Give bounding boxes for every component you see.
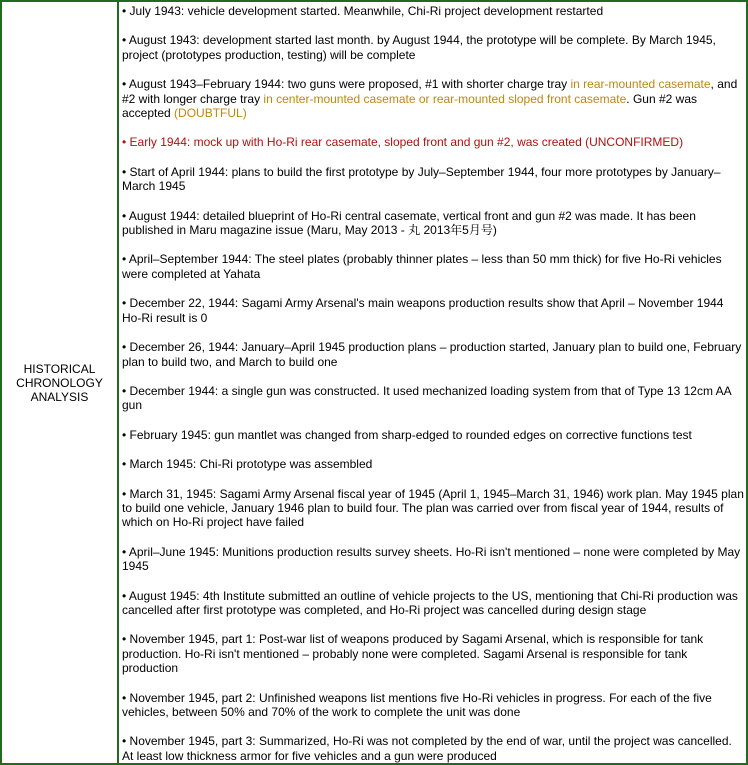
chronology-entry: • April–September 1944: The steel plates (probably thinner plates – less than 50 mm thick) for five Ho-Ri vehicles were completed at Yahata bbox=[122, 252, 722, 281]
chronology-entry: • November 1945, part 3: Summarized, Ho-Ri was not completed by the end of war, until the project was cancelled. At least low thickness armor for five vehicles and a gun were produced bbox=[122, 734, 732, 763]
highlighted-text: in center-mounted casemate or rear-mounted sloped front casemate bbox=[263, 91, 627, 106]
chronology-entry: • November 1945, part 2: Unfinished weapons list mentions five Ho-Ri vehicles in progress. For each of the five vehicles, between 50% and 70% of the work to complete the unit was done bbox=[122, 690, 712, 719]
chronology-entry bbox=[122, 77, 744, 120]
entry-text: • August 1943–February 1944: two guns were proposed, #1 with shorter charge tray bbox=[122, 77, 571, 92]
chronology-entry: • August 1944: detailed blueprint of Ho-Ri central casemate, vertical front and gun #2 was made. It has been published in Maru magazine issue (Maru, May 2013 - 丸 2013年5月号) bbox=[122, 208, 696, 238]
chronology-entry: • April–June 1945: Munitions production results survey sheets. Ho-Ri isn't mentioned – none were completed by May 1945 bbox=[122, 544, 741, 574]
highlighted-text: in rear-mounted casemate bbox=[570, 77, 711, 92]
chronology-entry: • March 31, 1945: Sagami Army Arsenal fiscal year of 1945 (April 1, 1945–March 31, 1946) work plan. May 1945 plan to build one vehicle, January 1946 plan to build four. The plan was carried over from fiscal year of 1944, results of which on Ho-Ri project have failed bbox=[122, 486, 744, 530]
section-label: HISTORICAL CHRONOLOGY ANALYSIS bbox=[1, 1, 118, 764]
chronology-entry: • December 26, 1944: January–April 1945 production plans – production started, January plan to build one, February plan to build two, and March to build one bbox=[122, 340, 742, 369]
chronology-entry: • March 1945: Chi-Ri prototype was assembled bbox=[122, 457, 373, 472]
chronology-entry: • August 1945: 4th Institute submitted an outline of vehicle projects to the US, mentioning that Chi-Ri production was cancelled after first prototype was completed, and Ho-Ri project was cancelled during design stage bbox=[122, 588, 738, 617]
chronology-row bbox=[1, 1, 747, 764]
chronology-entries bbox=[118, 1, 747, 764]
entry-text: , and #2 with longer charge tray bbox=[122, 77, 738, 106]
chronology-entry: • November 1945, part 1: Post-war list of weapons produced by Sagami Arsenal, which is responsible for tank production. Ho-Ri isn't mentioned – probably none were completed. Sagami Arsenal is responsible for tank production bbox=[122, 632, 704, 676]
chronology-entry: • Start of April 1944: plans to build the first prototype by July–September 1944, four more prototypes by January–March 1945 bbox=[122, 164, 721, 194]
entry-text: . Gun #2 was accepted bbox=[122, 91, 697, 121]
chronology-entry: • July 1943: vehicle development started. Meanwhile, Chi-Ri project development restarted bbox=[122, 4, 604, 18]
chronology-entry: • December 22, 1944: Sagami Army Arsenal's main weapons production results show that April – November 1944 Ho-Ri result is 0 bbox=[122, 296, 724, 325]
chronology-entry: • August 1943: development started last month. by August 1944, the prototype will be complete. By March 1945, project (prototypes production, testing) will be complete bbox=[122, 33, 716, 62]
doubtful-tag: (DOUBTFUL) bbox=[174, 106, 247, 121]
unconfirmed-entry: • Early 1944: mock up with Ho-Ri rear casemate, sloped front and gun #2, was created (UNCONFIRMED) bbox=[122, 135, 684, 150]
chronology-entry: • February 1945: gun mantlet was changed from sharp-edged to rounded edges on corrective functions test bbox=[122, 427, 692, 442]
chronology-entry: • December 1944: a single gun was constructed. It used mechanized loading system from that of Type 13 12cm AA gun bbox=[122, 383, 731, 413]
